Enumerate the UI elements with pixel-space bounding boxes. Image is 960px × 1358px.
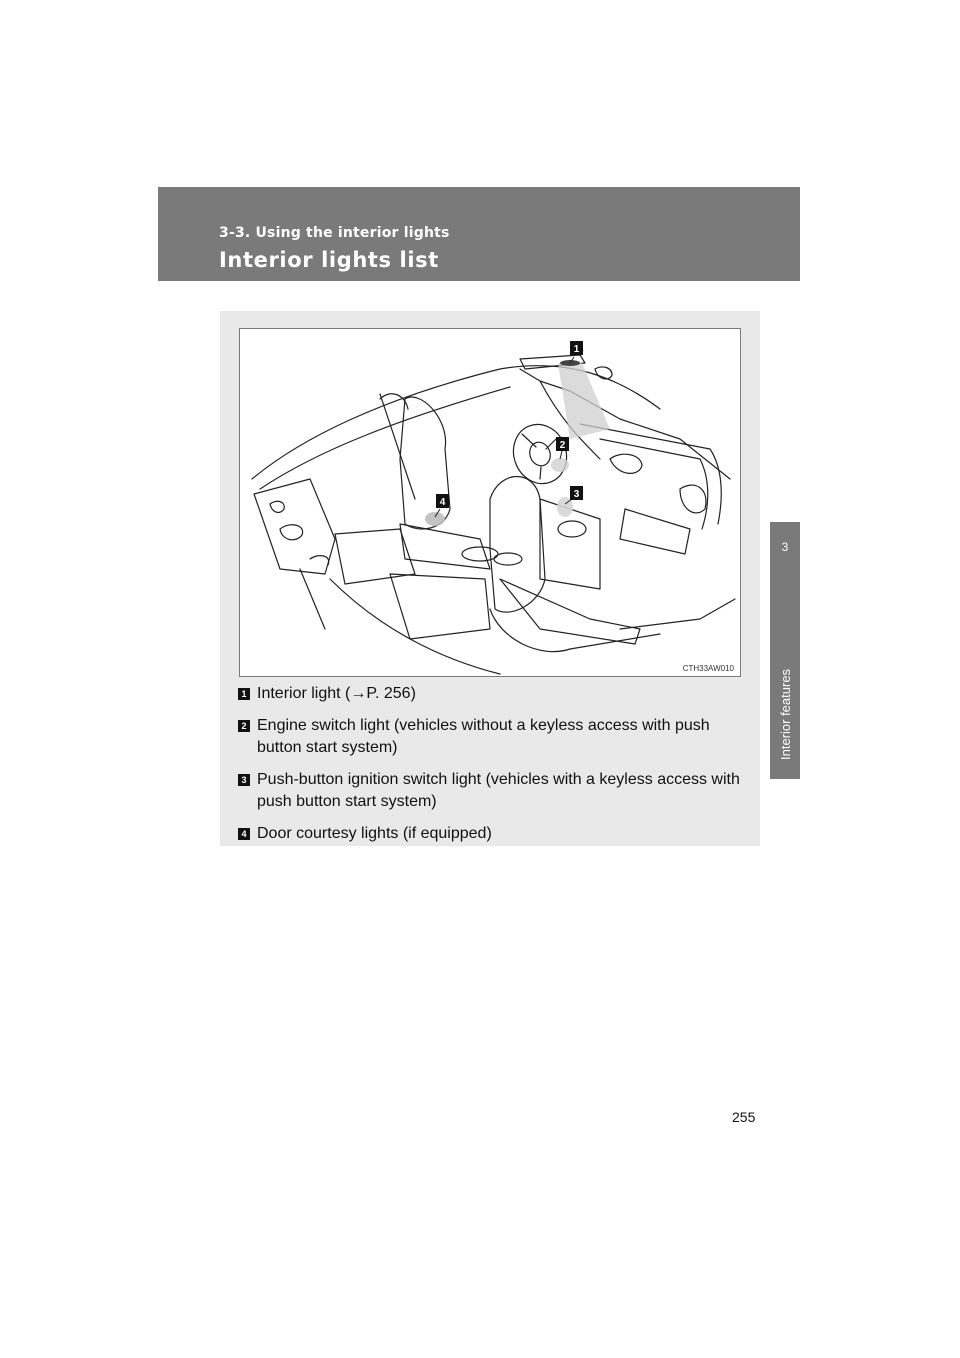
legend-badge: 2 xyxy=(238,720,250,732)
page-number: 255 xyxy=(732,1109,756,1125)
legend-text: Push-button ignition switch light (vehicles with a keyless access with push button start system) xyxy=(257,771,740,810)
chapter-side-tab[interactable] xyxy=(770,522,800,779)
interior-illustration xyxy=(239,328,741,677)
car-interior-drawing xyxy=(240,329,741,677)
legend-item xyxy=(238,823,748,845)
callout-4 xyxy=(436,494,449,508)
legend-text: Door courtesy lights (if equipped) xyxy=(257,825,492,842)
chapter-label: Interior features xyxy=(778,668,793,760)
svg-text:4: 4 xyxy=(439,497,446,508)
callout-1 xyxy=(570,341,583,355)
svg-text:3: 3 xyxy=(573,489,580,500)
legend-item xyxy=(238,715,748,759)
page-title: Interior lights list xyxy=(219,248,439,272)
legend-text: Interior light (→P. 256) xyxy=(257,685,416,702)
figure-code: CTH33AW010 xyxy=(682,664,734,673)
legend-list xyxy=(238,683,748,855)
legend-item xyxy=(238,683,748,705)
callout-3 xyxy=(570,486,583,500)
section-label: 3-3. Using the interior lights xyxy=(219,225,450,241)
legend-badge: 4 xyxy=(238,828,250,840)
svg-text:2: 2 xyxy=(559,440,566,451)
legend-item xyxy=(238,769,748,813)
legend-badge: 1 xyxy=(238,688,250,700)
legend-text: Engine switch light (vehicles without a keyless access with push button start system) xyxy=(257,717,710,756)
legend-badge: 3 xyxy=(238,774,250,786)
svg-text:1: 1 xyxy=(573,344,580,355)
content-panel xyxy=(220,311,760,846)
chapter-number: 3 xyxy=(781,540,789,554)
callout-2 xyxy=(556,437,569,451)
